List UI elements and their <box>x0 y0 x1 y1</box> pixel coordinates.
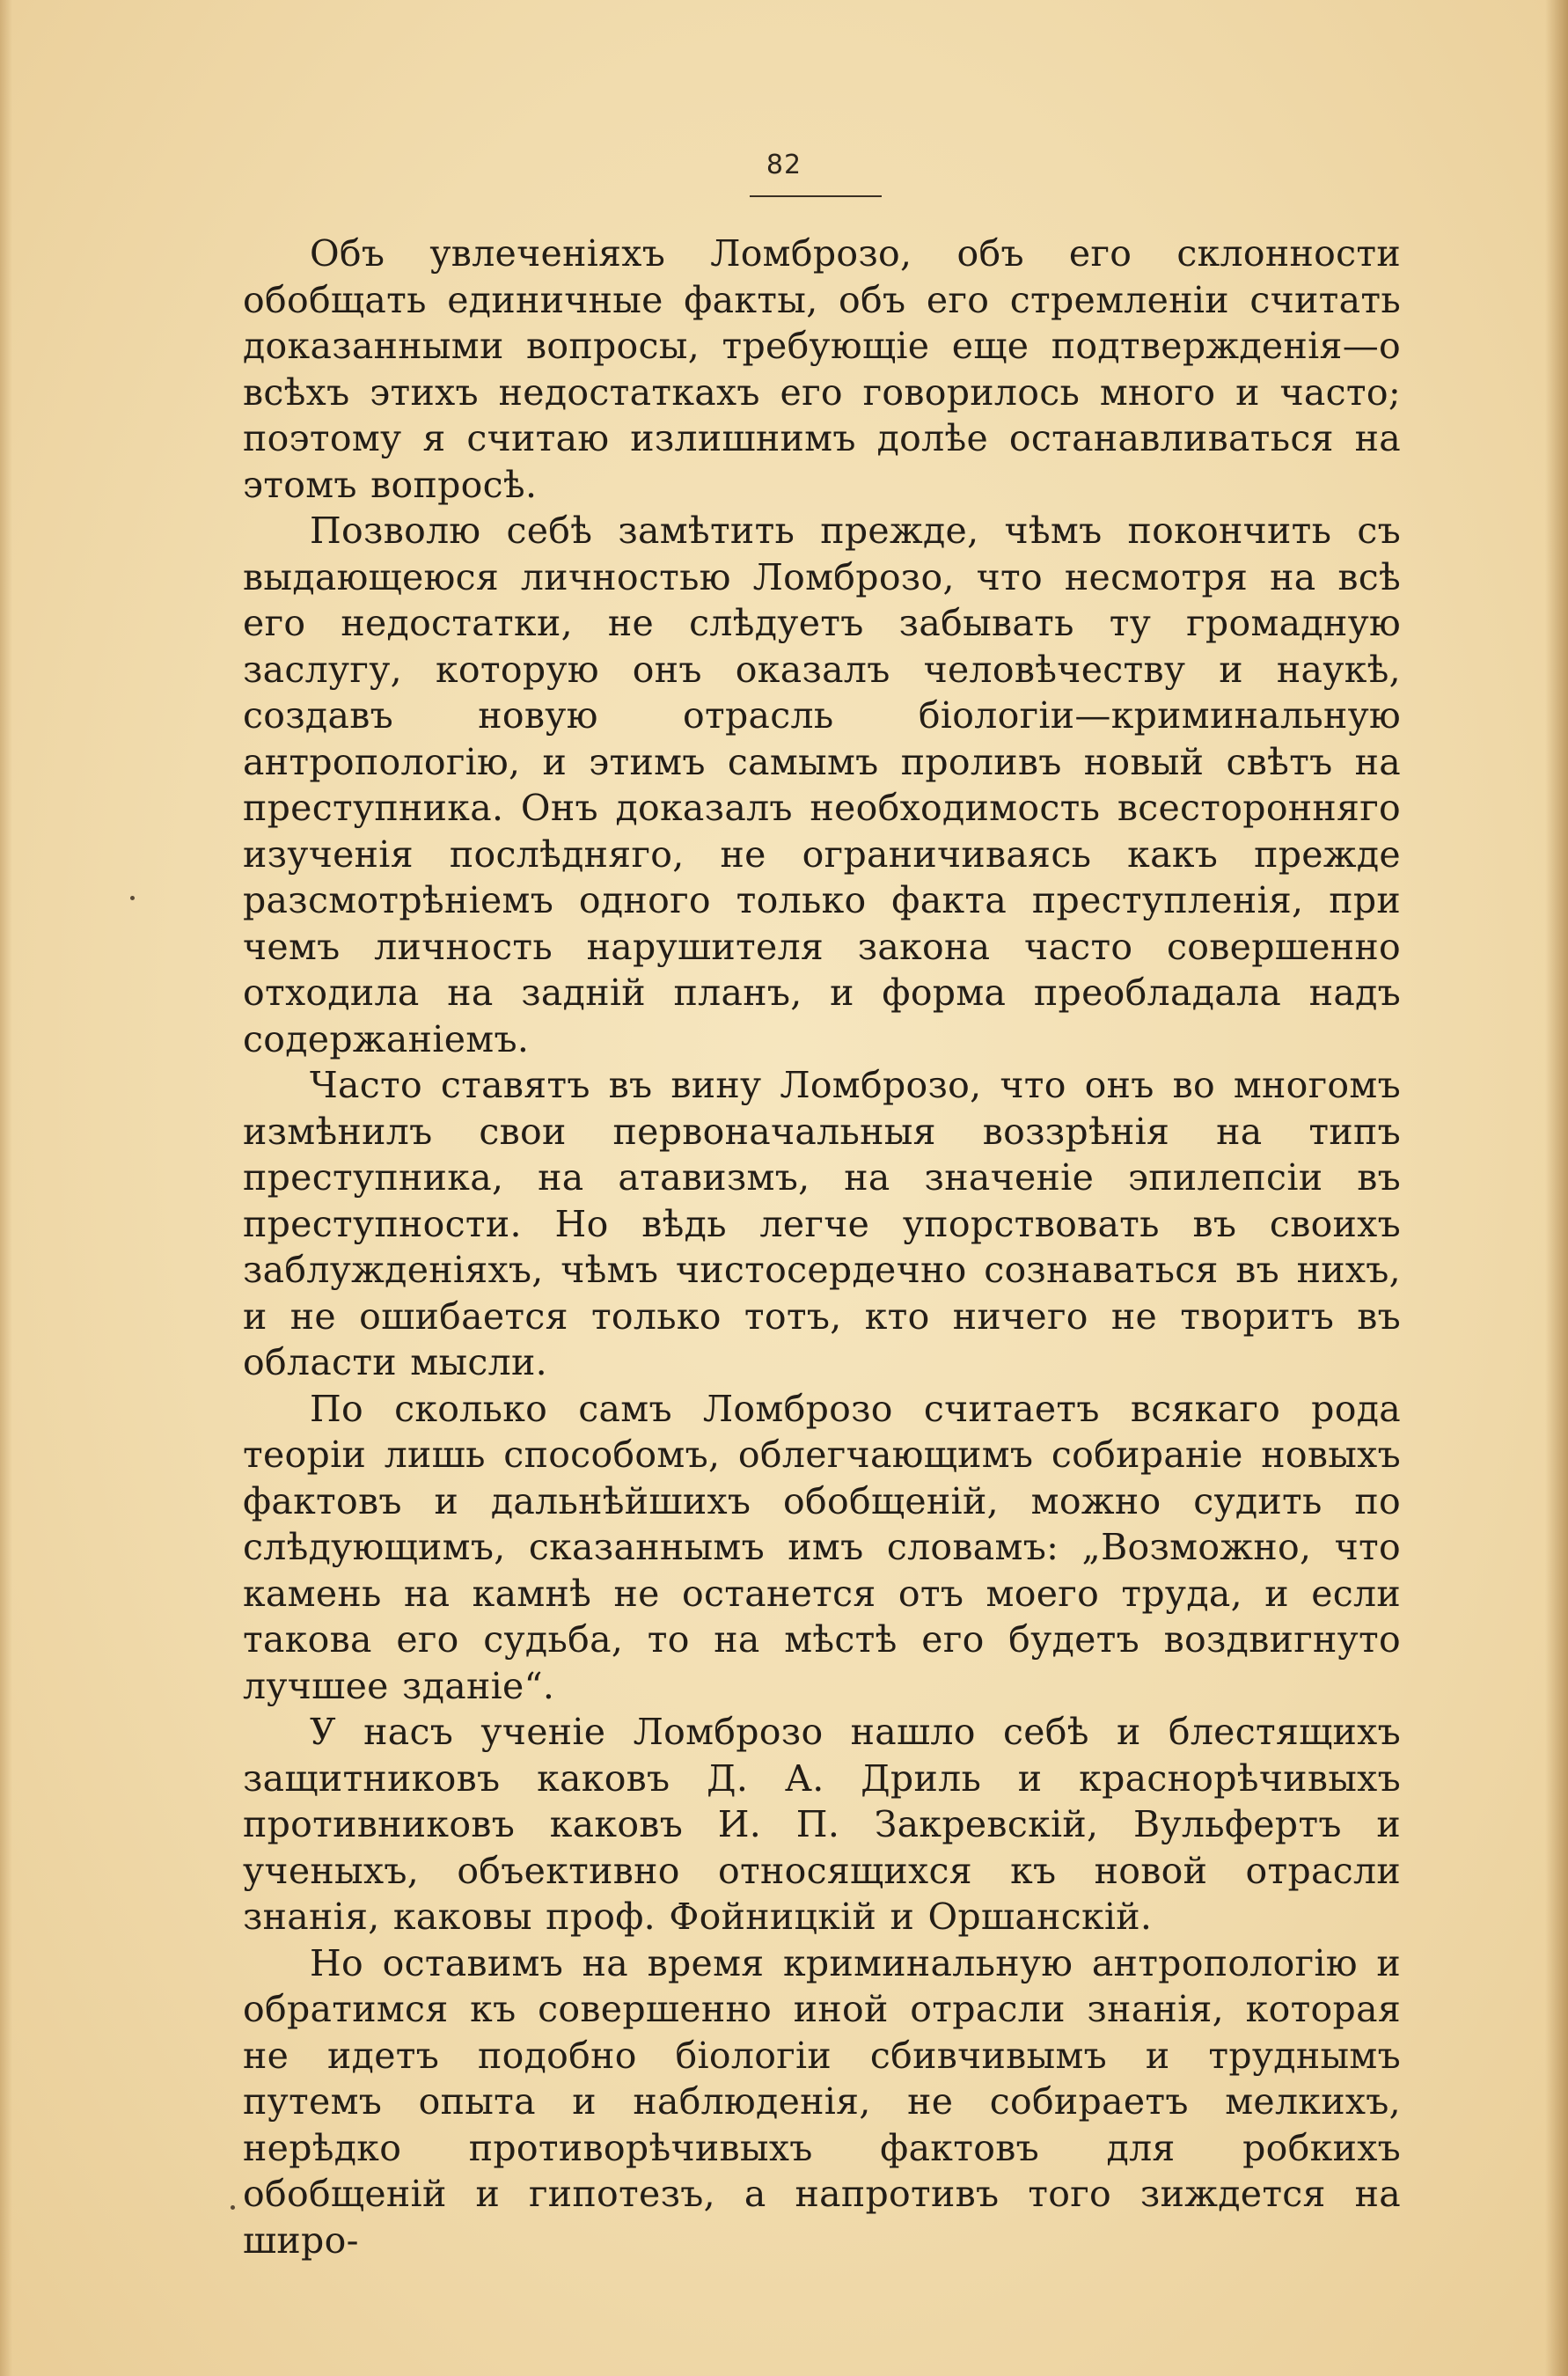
ink-speck <box>231 2205 235 2210</box>
paragraph-5: У насъ ученіе Ломброзо нашло себѣ и блестящихъ защитниковъ каковъ Д. А. Дриль и краснорѣчивыхъ противниковъ каковъ И. П. Закревскій, Вульфертъ и ученыхъ, объективно относящихся къ новой отрасли знанія, каковы проф. Фойницкій и Оршанскій. <box>243 1711 1401 1938</box>
paragraph-3: Часто ставятъ въ вину Ломброзо, что онъ во многомъ измѣнилъ свои первоначальныя воззрѣнія на типъ преступника, на атавизмъ, на значеніе эпилепсіи въ преступности. Но вѣдь легче упорствовать въ своихъ заблужденіяхъ, чѣмъ чистосердечно сознаваться въ нихъ, и не ошибается только тотъ, кто ничего не творитъ въ области мысли. <box>243 1064 1401 1383</box>
paragraph-4: По сколько самъ Ломброзо считаетъ всякаго рода теоріи лишь способомъ, облегчающимъ собираніе новыхъ фактовъ и дальнѣйшихъ обобщеній, можно судить по слѣдующимъ, сказаннымъ имъ словамъ: „Возможно, что камень на камнѣ не останется отъ моего труда, и если такова его судьба, то на мѣстѣ его будетъ воздвигнуто лучшее зданіе“. <box>243 1387 1401 1707</box>
ink-speck <box>130 896 135 900</box>
page-left-shadow <box>0 0 12 2376</box>
paragraph-6: Но оставимъ на время криминальную антропологію и обратимся къ совершенно иной отрасли знанія, которая не идетъ подобно біологіи сбивчивымъ и труднымъ путемъ опыта и наблюденія, не собираетъ мелкихъ, нерѣдко противорѣчивыхъ фактовъ для робкихъ обобщеній и гипотезъ, а напротивъ того зиждется на широ- <box>243 1941 1401 2262</box>
page-number: 82 <box>766 150 802 180</box>
body-text <box>243 231 1401 2263</box>
paragraph-2: Позволю себѣ замѣтить прежде, чѣмъ покончить съ выдающеюся личностью Ломброзо, что несмотря на всѣ его недостатки, не слѣдуетъ забывать ту громадную заслугу, которую онъ оказалъ человѣчеству и наукѣ, создавъ новую отрасль біологіи—криминальную антропологію, и этимъ самымъ проливъ новый свѣтъ на преступника. Онъ доказалъ необходимость всесторонняго изученія послѣдняго, не ограничиваясь какъ прежде разсмотрѣніемъ одного только факта преступленія, при чемъ личность нарушителя закона часто совершенно отходила на задній планъ, и форма преобладала надъ содержаніемъ. <box>243 510 1401 1060</box>
page-number-rule <box>750 195 882 197</box>
page-right-shadow <box>1545 0 1568 2376</box>
paragraph-1: Объ увлеченіяхъ Ломброзо, объ его склонности обобщать единичные факты, объ его стремленіи считать доказанными вопросы, требующіе еще подтвержденія—о всѣхъ этихъ недостаткахъ его говорилось много и часто; поэтому я считаю излишнимъ долѣе останавливаться на этомъ вопросѣ. <box>243 232 1401 506</box>
